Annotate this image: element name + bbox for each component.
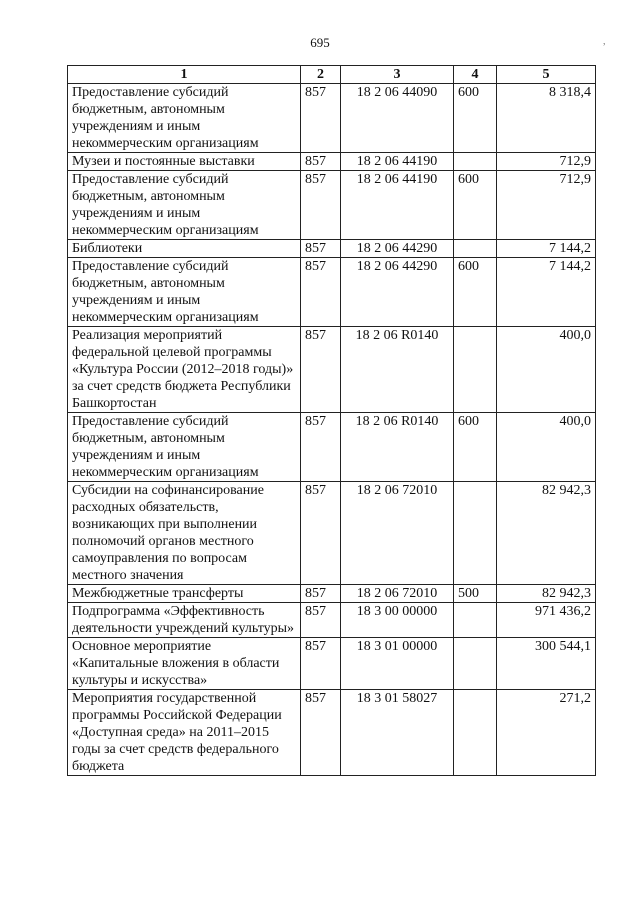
- row-expense-type: [454, 690, 497, 776]
- row-target-code: 18 2 06 44190: [341, 171, 454, 240]
- table-row: [68, 690, 596, 776]
- header-row: [68, 66, 596, 84]
- row-amount: 82 942,3: [497, 482, 596, 585]
- row-amount: 712,9: [497, 153, 596, 171]
- row-target-code: 18 2 06 44090: [341, 84, 454, 153]
- row-name: Подпрограмма «Эффективность деятельности учреждений культуры»: [68, 603, 301, 638]
- table-row: [68, 482, 596, 585]
- row-amount: 8 318,4: [497, 84, 596, 153]
- table-row: [68, 585, 596, 603]
- row-target-code: 18 3 00 00000: [341, 603, 454, 638]
- row-name: Предоставление субсидий бюджетным, автономным учреждениям и иным некоммерческим организациям: [68, 84, 301, 153]
- table-row: [68, 603, 596, 638]
- row-target-code: 18 2 06 44290: [341, 240, 454, 258]
- table-row: [68, 153, 596, 171]
- row-target-code: 18 2 06 72010: [341, 585, 454, 603]
- row-name: Предоставление субсидий бюджетным, автономным учреждениям и иным некоммерческим организациям: [68, 171, 301, 240]
- row-name: Библиотеки: [68, 240, 301, 258]
- row-target-code: 18 2 06 44290: [341, 258, 454, 327]
- row-amount: 82 942,3: [497, 585, 596, 603]
- row-expense-type: [454, 327, 497, 413]
- table-row: [68, 171, 596, 240]
- row-amount: 971 436,2: [497, 603, 596, 638]
- row-amount: 7 144,2: [497, 240, 596, 258]
- row-expense-type: [454, 603, 497, 638]
- row-expense-type: 500: [454, 585, 497, 603]
- row-ministry-code: 857: [301, 585, 341, 603]
- row-ministry-code: 857: [301, 413, 341, 482]
- row-target-code: 18 2 06 72010: [341, 482, 454, 585]
- row-name: Мероприятия государственной программы Российской Федерации «Доступная среда» на 2011–2015 годы за счет средств федерального бюджета: [68, 690, 301, 776]
- row-ministry-code: 857: [301, 171, 341, 240]
- row-ministry-code: 857: [301, 690, 341, 776]
- row-name: Межбюджетные трансферты: [68, 585, 301, 603]
- table-row: [68, 258, 596, 327]
- header-col-3: 3: [341, 66, 454, 84]
- row-expense-type: [454, 240, 497, 258]
- row-target-code: 18 2 06 R0140: [341, 413, 454, 482]
- row-expense-type: 600: [454, 413, 497, 482]
- row-ministry-code: 857: [301, 240, 341, 258]
- row-name: Реализация мероприятий федеральной целевой программы «Культура России (2012–2018 годы)» за счет средств бюджета Республики Башкортостан: [68, 327, 301, 413]
- header-col-1: 1: [68, 66, 301, 84]
- row-target-code: 18 3 01 58027: [341, 690, 454, 776]
- row-expense-type: [454, 638, 497, 690]
- row-name: Музеи и постоянные выставки: [68, 153, 301, 171]
- row-amount: 7 144,2: [497, 258, 596, 327]
- table-row: [68, 413, 596, 482]
- table-row: [68, 84, 596, 153]
- row-amount: 271,2: [497, 690, 596, 776]
- row-amount: 400,0: [497, 413, 596, 482]
- row-amount: 300 544,1: [497, 638, 596, 690]
- row-expense-type: 600: [454, 258, 497, 327]
- table-row: [68, 327, 596, 413]
- row-ministry-code: 857: [301, 482, 341, 585]
- header-col-4: 4: [454, 66, 497, 84]
- page-number: 695: [310, 35, 330, 50]
- budget-table: [67, 65, 596, 776]
- table-row: [68, 638, 596, 690]
- row-name: Предоставление субсидий бюджетным, автономным учреждениям и иным некоммерческим организациям: [68, 258, 301, 327]
- row-name: Субсидии на софинансирование расходных обязательств, возникающих при выполнении полномочий органов местного самоуправления по вопросам местного значения: [68, 482, 301, 585]
- row-ministry-code: 857: [301, 603, 341, 638]
- row-ministry-code: 857: [301, 84, 341, 153]
- row-target-code: 18 2 06 44190: [341, 153, 454, 171]
- row-amount: 400,0: [497, 327, 596, 413]
- row-expense-type: [454, 153, 497, 171]
- row-amount: 712,9: [497, 171, 596, 240]
- row-expense-type: 600: [454, 84, 497, 153]
- row-expense-type: 600: [454, 171, 497, 240]
- row-ministry-code: 857: [301, 327, 341, 413]
- row-ministry-code: 857: [301, 153, 341, 171]
- row-expense-type: [454, 482, 497, 585]
- row-ministry-code: 857: [301, 258, 341, 327]
- row-target-code: 18 3 01 00000: [341, 638, 454, 690]
- header-col-2: 2: [301, 66, 341, 84]
- row-name: Основное мероприятие «Капитальные вложения в области культуры и искусства»: [68, 638, 301, 690]
- header-col-5: 5: [497, 66, 596, 84]
- row-ministry-code: 857: [301, 638, 341, 690]
- page-corner-mark: ,: [603, 36, 606, 47]
- row-name: Предоставление субсидий бюджетным, автономным учреждениям и иным некоммерческим организациям: [68, 413, 301, 482]
- table-row: [68, 240, 596, 258]
- row-target-code: 18 2 06 R0140: [341, 327, 454, 413]
